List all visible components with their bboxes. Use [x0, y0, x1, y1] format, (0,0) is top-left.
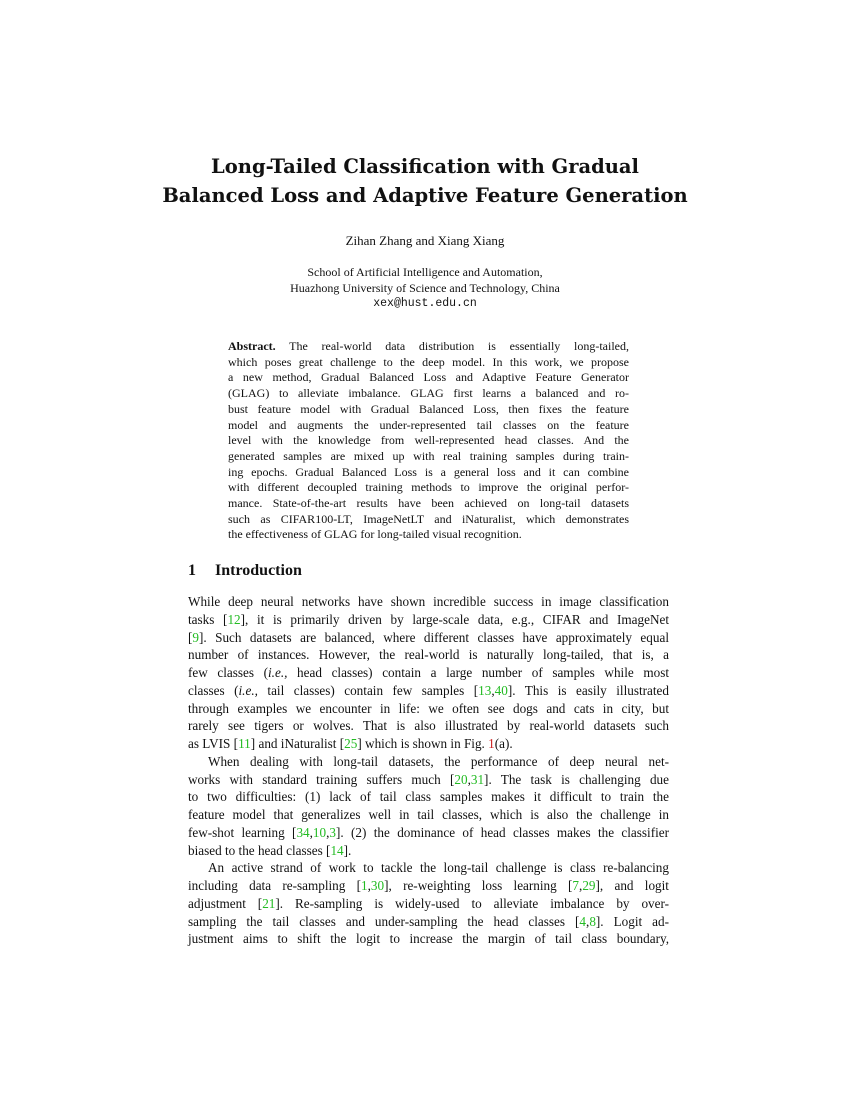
abstract-line: Abstract. The real-world data distribution is essentially long-tailed,: [228, 339, 629, 353]
body-line: few-shot learning [34,10,3]. (2) the dominance of head classes makes the classifier: [188, 824, 669, 840]
citation-link[interactable]: 4: [579, 913, 587, 929]
abstract-line: bust feature model with Gradual Balanced Loss, then fixes the feature: [228, 401, 629, 416]
section-number: 1: [188, 562, 196, 579]
body-line: biased to the head classes [14].: [188, 842, 352, 858]
body-line: tasks [12], it is primarily driven by large-scale data, e.g., CIFAR and ImageNet: [188, 611, 669, 627]
body-line: including data re-sampling [1,30], re-weighting loss learning [7,29], and logit: [188, 878, 669, 893]
citation-link[interactable]: 21: [262, 895, 276, 911]
abstract: [228, 339, 629, 543]
citation-link[interactable]: 8: [589, 913, 596, 929]
abstract-line: such as CIFAR100-LT, ImageNetLT and iNaturalist, which demonstrates: [228, 511, 629, 526]
paper-title: [150, 152, 700, 210]
body-line: [9]. Such datasets are balanced, where different classes have approximately equal: [188, 629, 669, 645]
citation-link[interactable]: 30: [370, 878, 385, 893]
affiliation-line: Huazhong University of Science and Technology, China: [290, 281, 560, 295]
body-line: through examples we encounter in life: we often see dogs and cats in city, but: [188, 700, 669, 716]
citation-link[interactable]: 12: [227, 611, 241, 627]
body-text: [188, 593, 669, 948]
body-line: adjustment [21]. Re-sampling is widely-used to alleviate imbalance by over-: [188, 895, 670, 911]
citation-link[interactable]: 10: [312, 824, 327, 840]
abstract-line: generated samples are mixed up with real training samples during train-: [228, 448, 629, 463]
body-line: few classes (i.e., head classes) contain a large number of samples while most: [188, 665, 669, 680]
body-line: classes (i.e., tail classes) contain few samples [13,40]. This is easily illustrated: [188, 682, 669, 698]
abstract-line: ing epochs. Gradual Balanced Loss is a general loss and it can combine: [228, 464, 629, 479]
citation-link[interactable]: 14: [330, 842, 344, 858]
citation-link[interactable]: 31: [470, 771, 485, 787]
abstract-line: level with the knowledge from well-represented head classes. And the: [228, 433, 629, 448]
email: xex@hust.edu.cn: [373, 297, 477, 310]
section-heading: [188, 561, 302, 581]
body-line: rarely see tigers or wolves. That is also illustrated by real-world datasets such: [188, 718, 669, 734]
abstract-line: (GLAG) to alleviate imbalance. GLAG first learns a balanced and ro-: [228, 386, 629, 401]
body-line: An active strand of work to tackle the long-tail challenge is class re-balancing: [208, 860, 669, 876]
body-line: feature model that generalizes well in tail classes, which is also the challenge in: [188, 807, 669, 822]
citation-link[interactable]: 40: [494, 682, 508, 698]
body-line: sampling the tail classes and under-sampling the head classes [4,8]. Logit ad-: [188, 913, 669, 929]
citation-link[interactable]: 20: [454, 771, 468, 787]
title-line: Long-Tailed Classification with Gradual: [211, 155, 639, 178]
author-names: Zihan Zhang and Xiang Xiang: [345, 233, 505, 248]
affiliation: [0, 264, 850, 312]
affiliation-line: School of Artificial Intelligence and Automation,: [307, 265, 543, 279]
section-title: Introduction: [215, 562, 302, 579]
citation-link[interactable]: 29: [582, 878, 596, 893]
citation-link[interactable]: 1: [361, 878, 368, 893]
citation-link[interactable]: 34: [296, 824, 310, 840]
body-line: While deep neural networks have shown incredible success in image classification: [188, 594, 669, 609]
abstract-line: with different decoupled training methods to improve the original perfor-: [228, 480, 629, 495]
citation-link[interactable]: 3: [329, 824, 336, 840]
body-line: When dealing with long-tail datasets, the performance of deep neural net-: [208, 753, 669, 769]
body-line: works with standard training suffers much [20,31]. The task is challenging due: [188, 771, 669, 787]
citation-link[interactable]: 25: [344, 736, 358, 751]
body-line: to two difficulties: (1) lack of tail class samples makes it difficult to train the: [188, 789, 669, 805]
body-line: justment aims to shift the logit to increase the margin of tail class boundary,: [188, 931, 669, 947]
abstract-line: model and augments the under-represented tail classes on the feature: [228, 417, 629, 432]
figure-link[interactable]: 1: [488, 736, 495, 751]
citation-link[interactable]: 9: [192, 629, 199, 645]
abstract-line: the effectiveness of GLAG for long-tailed visual recognition.: [228, 527, 522, 542]
abstract-line: mance. State-of-the-art results have been achieved on long-tail datasets: [228, 496, 629, 511]
title-line: Balanced Loss and Adaptive Feature Generation: [162, 184, 688, 207]
abstract-line: which poses great challenge to the deep model. In this work, we propose: [228, 354, 629, 369]
abstract-label: Abstract.: [228, 339, 276, 353]
citation-link[interactable]: 7: [572, 878, 580, 893]
citation-link[interactable]: 13: [478, 682, 492, 698]
citation-link[interactable]: 11: [238, 736, 251, 751]
body-line: as LVIS [11] and iNaturalist [25] which is shown in Fig. 1(a).: [188, 736, 513, 751]
abstract-line: a new method, Gradual Balanced Loss and Adaptive Feature Generator: [228, 370, 629, 385]
body-line: number of instances. However, the real-world is naturally long-tailed, that is, a: [188, 647, 669, 663]
